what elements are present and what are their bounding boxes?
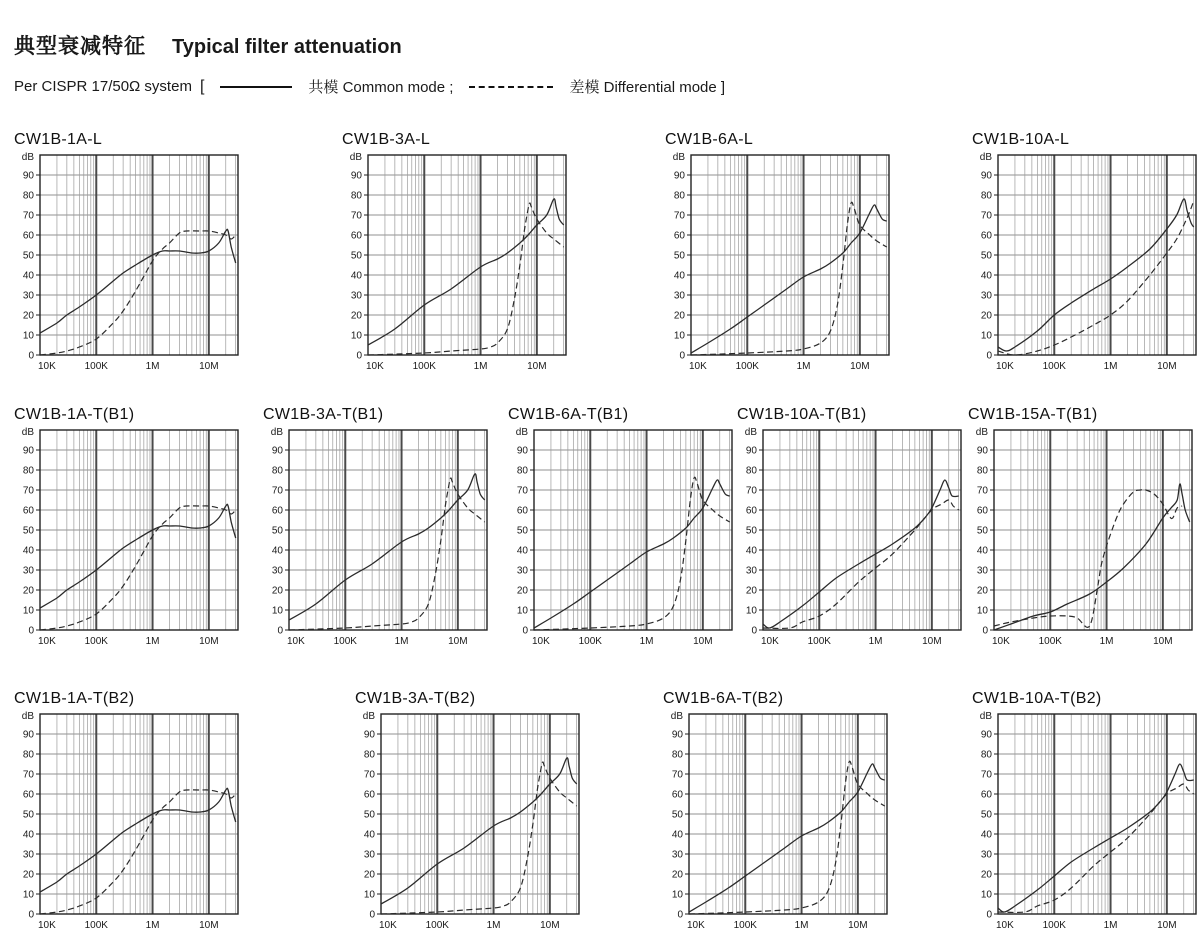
y-tick-label: 30 [745,565,757,577]
attenuation-chart [737,406,969,650]
y-tick-label: 20 [976,585,988,597]
y-tick-label: 0 [28,625,34,637]
y-axis-label: dB [349,152,362,163]
attenuation-chart [663,690,895,934]
x-tick-label: 10M [693,636,713,647]
x-tick-label: 10K [38,920,56,931]
x-tick-label: 10M [848,920,868,931]
y-axis-label: dB [670,711,683,722]
x-tick-label: 10K [379,920,397,931]
y-tick-label: 80 [976,465,988,477]
y-tick-label: 60 [350,230,362,242]
y-tick-label: 10 [745,605,757,617]
chart-title: CW1B-10A-T(B1) [737,406,867,423]
y-tick-label: 60 [22,505,34,517]
x-tick-label: 10M [448,636,468,647]
chart-plot [342,151,574,375]
y-tick-label: 0 [986,909,992,921]
x-tick-label: 10M [199,636,219,647]
y-tick-label: 60 [516,505,528,517]
x-tick-label: 10K [366,361,384,372]
y-tick-label: 20 [22,310,34,322]
chart-title: CW1B-1A-T(B2) [14,690,135,707]
y-tick-label: 40 [671,829,683,841]
y-tick-label: 40 [363,829,375,841]
x-tick-label: 100K [735,361,759,372]
y-tick-label: 70 [22,769,34,781]
y-tick-label: 0 [679,350,685,362]
y-axis-label: dB [270,427,283,438]
page-title [14,30,725,60]
x-tick-label: 100K [412,361,436,372]
x-tick-label: 10K [996,361,1014,372]
attenuation-chart [342,131,574,375]
y-tick-label: 30 [976,565,988,577]
y-tick-label: 40 [976,545,988,557]
y-tick-label: 80 [980,190,992,202]
y-tick-label: 90 [976,445,988,457]
y-tick-label: 70 [350,210,362,222]
chart-title: CW1B-10A-T(B2) [972,690,1102,707]
y-tick-label: 50 [980,809,992,821]
y-tick-label: 0 [356,350,362,362]
y-tick-label: 20 [516,585,528,597]
y-tick-label: 10 [22,889,34,901]
y-tick-label: 90 [22,445,34,457]
chart-plot [972,710,1200,934]
y-tick-label: 90 [516,445,528,457]
x-tick-label: 10M [199,920,219,931]
x-tick-label: 1M [796,361,811,372]
y-tick-label: 10 [976,605,988,617]
x-tick-label: 1M [145,636,160,647]
y-tick-label: 20 [350,310,362,322]
y-tick-label: 80 [671,749,683,761]
y-tick-label: 50 [980,250,992,262]
x-tick-label: 10M [527,361,547,372]
y-tick-label: 70 [673,210,685,222]
x-tick-label: 10K [996,920,1014,931]
x-tick-label: 10K [38,636,56,647]
y-tick-label: 50 [671,809,683,821]
y-tick-label: 10 [980,889,992,901]
y-tick-label: 20 [673,310,685,322]
page-header [14,30,725,97]
y-tick-label: 40 [350,270,362,282]
y-axis-label: dB [672,152,685,163]
y-tick-label: 10 [673,330,685,342]
y-tick-label: 40 [673,270,685,282]
y-tick-label: 30 [980,849,992,861]
attenuation-chart [665,131,897,375]
y-tick-label: 80 [271,465,283,477]
attenuation-chart [508,406,740,650]
x-tick-label: 1M [473,361,488,372]
attenuation-chart [14,690,246,934]
legend-common-label: 共模 Common mode ; [308,79,454,96]
y-tick-label: 10 [350,330,362,342]
x-tick-label: 100K [84,920,108,931]
x-tick-label: 100K [733,920,757,931]
y-tick-label: 0 [28,909,34,921]
y-tick-label: 70 [22,210,34,222]
x-tick-label: 10M [199,361,219,372]
chart-plot [14,151,246,375]
y-tick-label: 60 [745,505,757,517]
y-tick-label: 50 [673,250,685,262]
y-tick-label: 0 [28,350,34,362]
y-tick-label: 70 [363,769,375,781]
chart-plot [663,710,895,934]
y-tick-label: 70 [980,210,992,222]
y-tick-label: 10 [22,330,34,342]
y-axis-label: dB [515,427,528,438]
chart-title: CW1B-3A-L [342,131,431,148]
y-tick-label: 30 [22,565,34,577]
y-tick-label: 50 [271,525,283,537]
y-tick-label: 40 [516,545,528,557]
y-tick-label: 90 [363,729,375,741]
x-tick-label: 10M [850,361,870,372]
attenuation-chart [972,131,1200,375]
y-tick-label: 0 [751,625,757,637]
y-axis-label: dB [979,152,992,163]
y-tick-label: 60 [976,505,988,517]
y-tick-label: 80 [22,190,34,202]
y-tick-label: 0 [369,909,375,921]
legend-row [14,76,725,97]
y-tick-label: 30 [363,849,375,861]
y-tick-label: 80 [350,190,362,202]
y-tick-label: 50 [363,809,375,821]
x-tick-label: 10M [922,636,942,647]
y-tick-label: 90 [22,729,34,741]
y-axis-label: dB [975,427,988,438]
y-tick-label: 50 [745,525,757,537]
y-tick-label: 90 [22,170,34,182]
y-tick-label: 10 [980,330,992,342]
y-tick-label: 30 [22,290,34,302]
common-mode-line-icon [220,86,292,88]
page-title-en: Typical filter attenuation [172,36,402,58]
x-tick-label: 1M [394,636,409,647]
attenuation-chart [14,406,246,650]
y-tick-label: 10 [363,889,375,901]
chart-plot [14,710,246,934]
y-tick-label: 40 [271,545,283,557]
y-tick-label: 20 [22,585,34,597]
attenuation-chart [972,690,1200,934]
y-tick-label: 60 [271,505,283,517]
y-tick-label: 90 [980,729,992,741]
x-tick-label: 1M [639,636,654,647]
y-tick-label: 20 [745,585,757,597]
y-tick-label: 80 [22,465,34,477]
y-tick-label: 90 [671,729,683,741]
x-tick-label: 10K [689,361,707,372]
y-tick-label: 60 [673,230,685,242]
x-tick-label: 1M [794,920,809,931]
chart-plot [737,426,969,650]
y-tick-label: 80 [22,749,34,761]
attenuation-chart [14,131,246,375]
x-tick-label: 1M [145,920,160,931]
y-axis-label: dB [744,427,757,438]
x-tick-label: 1M [1103,361,1118,372]
y-tick-label: 40 [745,545,757,557]
y-tick-label: 70 [22,485,34,497]
y-tick-label: 90 [980,170,992,182]
y-tick-label: 40 [22,545,34,557]
y-tick-label: 10 [271,605,283,617]
differential-mode-line-icon [469,86,553,88]
y-axis-label: dB [21,711,34,722]
y-tick-label: 20 [671,869,683,881]
x-tick-label: 1M [1103,920,1118,931]
y-tick-label: 40 [980,829,992,841]
y-tick-label: 90 [350,170,362,182]
x-tick-label: 100K [1038,636,1062,647]
x-tick-label: 10K [38,361,56,372]
y-tick-label: 30 [22,849,34,861]
y-tick-label: 30 [350,290,362,302]
y-tick-label: 60 [980,230,992,242]
y-tick-label: 70 [976,485,988,497]
x-tick-label: 10K [287,636,305,647]
chart-title: CW1B-3A-T(B1) [263,406,384,423]
y-tick-label: 30 [516,565,528,577]
y-tick-label: 20 [363,869,375,881]
y-axis-label: dB [979,711,992,722]
y-tick-label: 70 [745,485,757,497]
y-axis-label: dB [362,711,375,722]
attenuation-chart [263,406,495,650]
y-tick-label: 90 [745,445,757,457]
x-tick-label: 10M [540,920,560,931]
chart-plot [665,151,897,375]
x-tick-label: 100K [578,636,602,647]
y-tick-label: 80 [980,749,992,761]
y-tick-label: 70 [516,485,528,497]
x-tick-label: 1M [486,920,501,931]
chart-title: CW1B-3A-T(B2) [355,690,476,707]
page-title-zh: 典型衰减特征 [14,35,146,58]
chart-title: CW1B-10A-L [972,131,1070,148]
chart-title: CW1B-6A-T(B1) [508,406,629,423]
chart-plot [14,426,246,650]
x-tick-label: 100K [425,920,449,931]
attenuation-chart [355,690,587,934]
y-tick-label: 10 [516,605,528,617]
y-tick-label: 60 [22,230,34,242]
y-tick-label: 20 [980,869,992,881]
y-tick-label: 60 [671,789,683,801]
y-tick-label: 50 [22,525,34,537]
y-tick-label: 20 [22,869,34,881]
y-tick-label: 0 [982,625,988,637]
chart-plot [508,426,740,650]
y-axis-label: dB [21,427,34,438]
chart-plot [972,151,1200,375]
y-tick-label: 80 [673,190,685,202]
y-tick-label: 90 [673,170,685,182]
y-tick-label: 60 [22,789,34,801]
chart-title: CW1B-1A-L [14,131,103,148]
chart-title: CW1B-1A-T(B1) [14,406,135,423]
y-tick-label: 10 [671,889,683,901]
y-tick-label: 50 [976,525,988,537]
chart-title: CW1B-6A-T(B2) [663,690,784,707]
x-tick-label: 100K [333,636,357,647]
x-tick-label: 100K [1042,361,1066,372]
y-tick-label: 0 [677,909,683,921]
y-tick-label: 90 [271,445,283,457]
y-tick-label: 80 [516,465,528,477]
y-tick-label: 70 [271,485,283,497]
y-tick-label: 80 [363,749,375,761]
chart-plot [968,426,1200,650]
y-tick-label: 80 [745,465,757,477]
y-tick-label: 50 [22,809,34,821]
y-tick-label: 40 [22,829,34,841]
y-tick-label: 70 [980,769,992,781]
y-tick-label: 60 [980,789,992,801]
x-tick-label: 100K [84,361,108,372]
y-tick-label: 30 [271,565,283,577]
x-tick-label: 10M [1157,361,1177,372]
y-axis-label: dB [21,152,34,163]
y-tick-label: 0 [522,625,528,637]
x-tick-label: 100K [807,636,831,647]
y-tick-label: 0 [986,350,992,362]
system-label: Per CISPR 17/50Ω system [14,78,192,95]
x-tick-label: 10K [992,636,1010,647]
y-tick-label: 0 [277,625,283,637]
y-tick-label: 40 [22,270,34,282]
x-tick-label: 10M [1157,920,1177,931]
x-tick-label: 1M [868,636,883,647]
chart-plot [355,710,587,934]
legend-differential-label: 差模 Differential mode ] [569,79,726,96]
y-tick-label: 50 [22,250,34,262]
y-tick-label: 20 [271,585,283,597]
x-tick-label: 10K [532,636,550,647]
y-tick-label: 30 [980,290,992,302]
x-tick-label: 10M [1153,636,1173,647]
x-tick-label: 100K [1042,920,1066,931]
y-tick-label: 30 [671,849,683,861]
y-tick-label: 40 [980,270,992,282]
y-tick-label: 20 [980,310,992,322]
x-tick-label: 10K [761,636,779,647]
y-tick-label: 60 [363,789,375,801]
y-tick-label: 50 [350,250,362,262]
y-tick-label: 50 [516,525,528,537]
y-tick-label: 30 [673,290,685,302]
legend-bracket-open: [ [199,77,205,95]
chart-title: CW1B-15A-T(B1) [968,406,1098,423]
x-tick-label: 1M [145,361,160,372]
chart-plot [263,426,495,650]
x-tick-label: 1M [1099,636,1114,647]
chart-title: CW1B-6A-L [665,131,754,148]
y-tick-label: 70 [671,769,683,781]
x-tick-label: 100K [84,636,108,647]
x-tick-label: 10K [687,920,705,931]
y-tick-label: 10 [22,605,34,617]
attenuation-chart [968,406,1200,650]
